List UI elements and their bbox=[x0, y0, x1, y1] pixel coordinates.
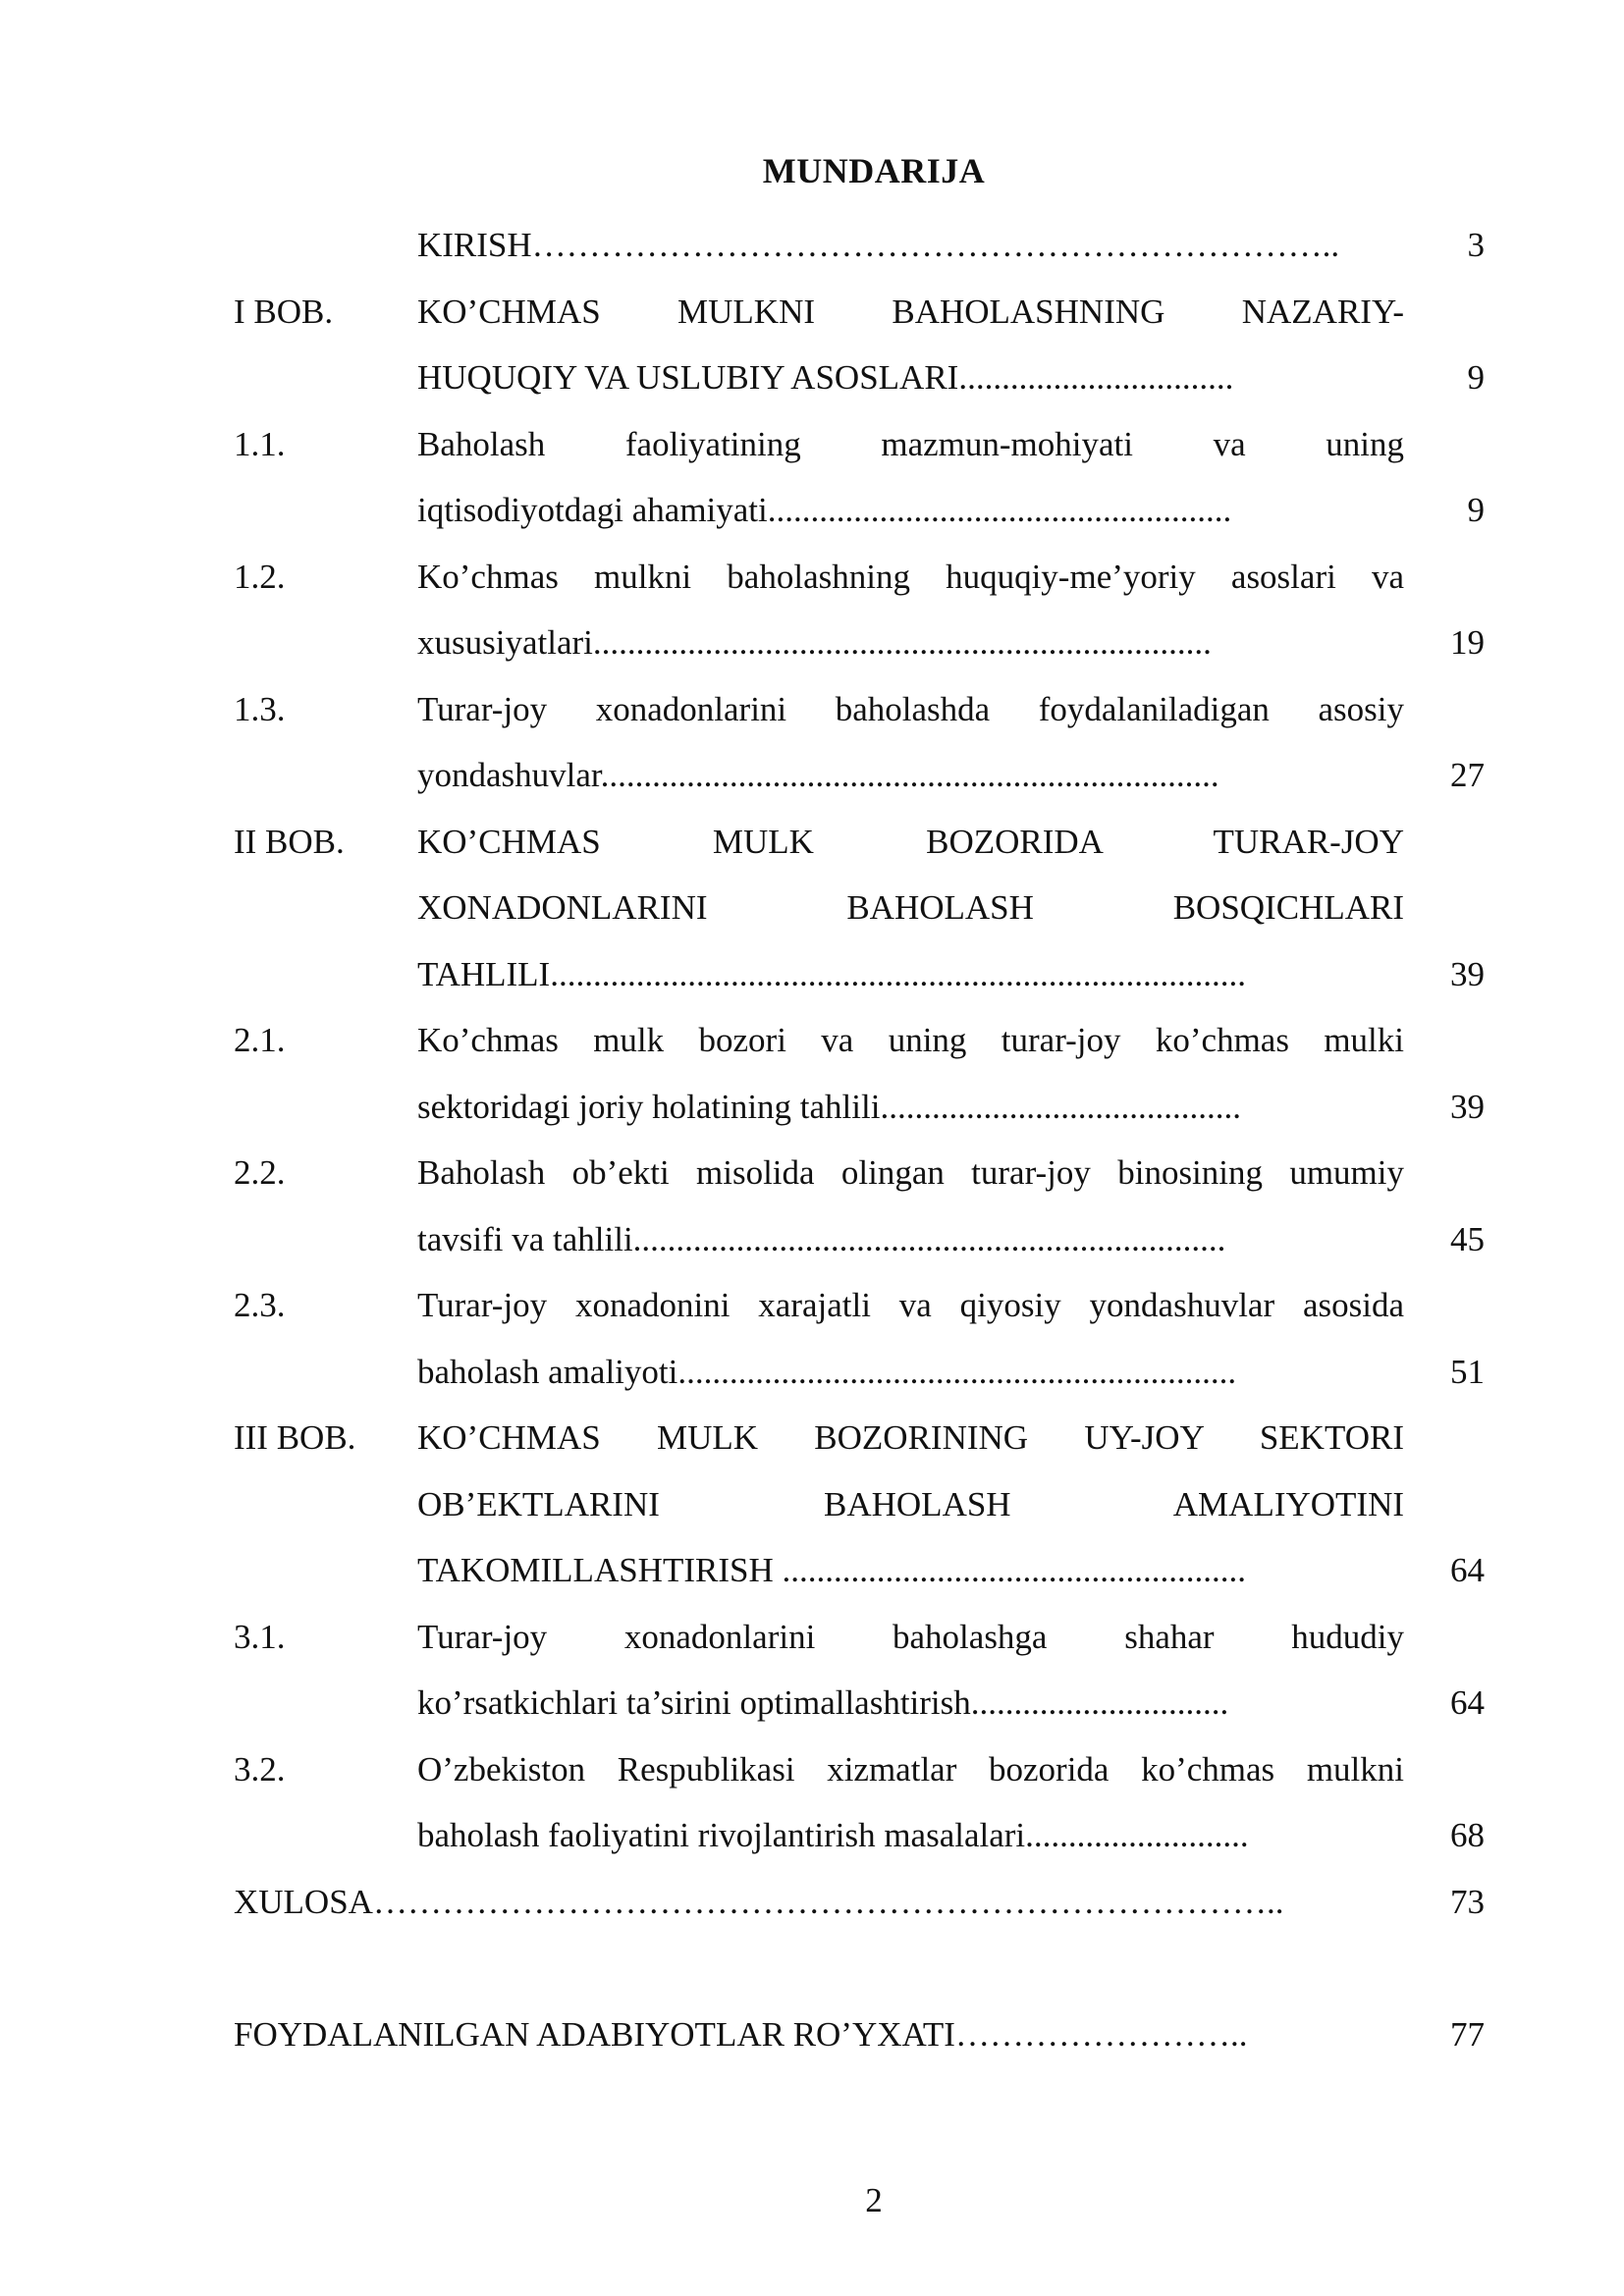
toc-page-1-3: 27 bbox=[1450, 756, 1485, 794]
toc-page-3-1: 64 bbox=[1450, 1683, 1485, 1722]
toc-page-bob1: 9 bbox=[1467, 358, 1485, 397]
toc-entry-2-1-line1: Ko’chmas mulk bozori va uning turar-joy ko’chmas mulki bbox=[417, 1021, 1404, 1059]
toc-entry-bob2-line2: XONADONLARINI BAHOLASH BOSQICHLARI bbox=[417, 888, 1404, 927]
toc-label-bob3: III BOB. bbox=[234, 1418, 356, 1457]
toc-label-bob2: II BOB. bbox=[234, 823, 345, 861]
toc-entry-bob2-line1: KO’CHMAS MULK BOZORIDA TURAR-JOY bbox=[417, 823, 1404, 861]
toc-page-bob2: 39 bbox=[1450, 955, 1485, 993]
toc-entry-bob2-line3: TAHLILI................................................................................. bbox=[417, 955, 1246, 993]
toc-page-3-2: 68 bbox=[1450, 1816, 1485, 1854]
toc-label-1-2: 1.2. bbox=[234, 558, 286, 596]
toc-entry-2-2-line2: tavsifi va tahlili..................................................................... bbox=[417, 1220, 1226, 1258]
toc-entry-3-1-line1: Turar-joy xonadonlarini baholashga shahar hududiy bbox=[417, 1618, 1404, 1656]
toc-entry-1-3-line2: yondashuvlar........................................................................ bbox=[417, 756, 1219, 794]
toc-entry-3-2-line2: baholash faoliyatini rivojlantirish masalalari.......................... bbox=[417, 1816, 1249, 1854]
toc-page-kirish: 3 bbox=[1467, 226, 1485, 264]
toc-entry-2-1-line2: sektoridagi joriy holatining tahlili.......................................... bbox=[417, 1088, 1241, 1126]
toc-entry-3-2-line1: O’zbekiston Respublikasi xizmatlar bozorida ko’chmas mulkni bbox=[417, 1750, 1404, 1789]
toc-label-3-2: 3.2. bbox=[234, 1750, 286, 1789]
toc-entry-1-2-line1: Ko’chmas mulkni baholashning huquqiy-me’yoriy asoslari va bbox=[417, 558, 1404, 596]
toc-page-1-2: 19 bbox=[1450, 623, 1485, 662]
toc-entry-2-2-line1: Baholash ob’ekti misolida olingan turar-joy binosining umumiy bbox=[417, 1153, 1404, 1192]
toc-label-2-2: 2.2. bbox=[234, 1153, 286, 1192]
toc-entry-bob3-line1: KO’CHMAS MULK BOZORINING UY-JOY SEKTORI bbox=[417, 1418, 1404, 1457]
page-number: 2 bbox=[865, 2181, 883, 2219]
toc-entry-adabiyotlar: FOYDALANILGAN ADABIYOTLAR RO’YXATI…………………….. bbox=[234, 2015, 1248, 2054]
toc-entry-1-1-line1: Baholash faoliyatining mazmun-mohiyati va uning bbox=[417, 425, 1404, 463]
toc-entry-1-1-line2: iqtisodiyotdagi ahamiyati...................................................... bbox=[417, 491, 1232, 529]
toc-page-2-1: 39 bbox=[1450, 1088, 1485, 1126]
toc-entry-bob1-line2: HUQUQIY VA USLUBIY ASOSLARI................................ bbox=[417, 358, 1234, 397]
toc-entry-bob3-line3: TAKOMILLASHTIRISH ...................................................... bbox=[417, 1551, 1246, 1589]
toc-entry-xulosa: XULOSA…………………………………………………………………….. bbox=[234, 1883, 1284, 1921]
page-title: MUNDARIJA bbox=[762, 151, 986, 190]
toc-entry-kirish: KIRISH…………………………………………………………….. bbox=[417, 226, 1340, 264]
toc-entry-2-3-line2: baholash amaliyoti................................................................. bbox=[417, 1353, 1237, 1391]
toc-label-1-3: 1.3. bbox=[234, 690, 286, 728]
toc-entry-bob3-line2: OB’EKTLARINI BAHOLASH AMALIYOTINI bbox=[417, 1485, 1404, 1523]
toc-entry-bob1-line1: KO’CHMAS MULKNI BAHOLASHNING NAZARIY- bbox=[417, 293, 1404, 331]
toc-page-2-2: 45 bbox=[1450, 1220, 1485, 1258]
toc-label-2-1: 2.1. bbox=[234, 1021, 286, 1059]
toc-entry-1-2-line2: xususiyatlari........................................................................ bbox=[417, 623, 1212, 662]
toc-entry-3-1-line2: ko’rsatkichlari ta’sirini optimallashtirish.............................. bbox=[417, 1683, 1229, 1722]
toc-page-adabiyotlar: 77 bbox=[1450, 2015, 1485, 2054]
toc-label-bob1: I BOB. bbox=[234, 293, 334, 331]
toc-entry-2-3-line1: Turar-joy xonadonini xarajatli va qiyosiy yondashuvlar asosida bbox=[417, 1286, 1404, 1324]
toc-page-2-3: 51 bbox=[1450, 1353, 1485, 1391]
toc-label-3-1: 3.1. bbox=[234, 1618, 286, 1656]
toc-entry-1-3-line1: Turar-joy xonadonlarini baholashda foydalaniladigan asosiy bbox=[417, 690, 1404, 728]
toc-page-xulosa: 73 bbox=[1450, 1883, 1485, 1921]
toc-page-bob3: 64 bbox=[1450, 1551, 1485, 1589]
toc-label-2-3: 2.3. bbox=[234, 1286, 286, 1324]
toc-label-1-1: 1.1. bbox=[234, 425, 286, 463]
toc-page-1-1: 9 bbox=[1467, 491, 1485, 529]
